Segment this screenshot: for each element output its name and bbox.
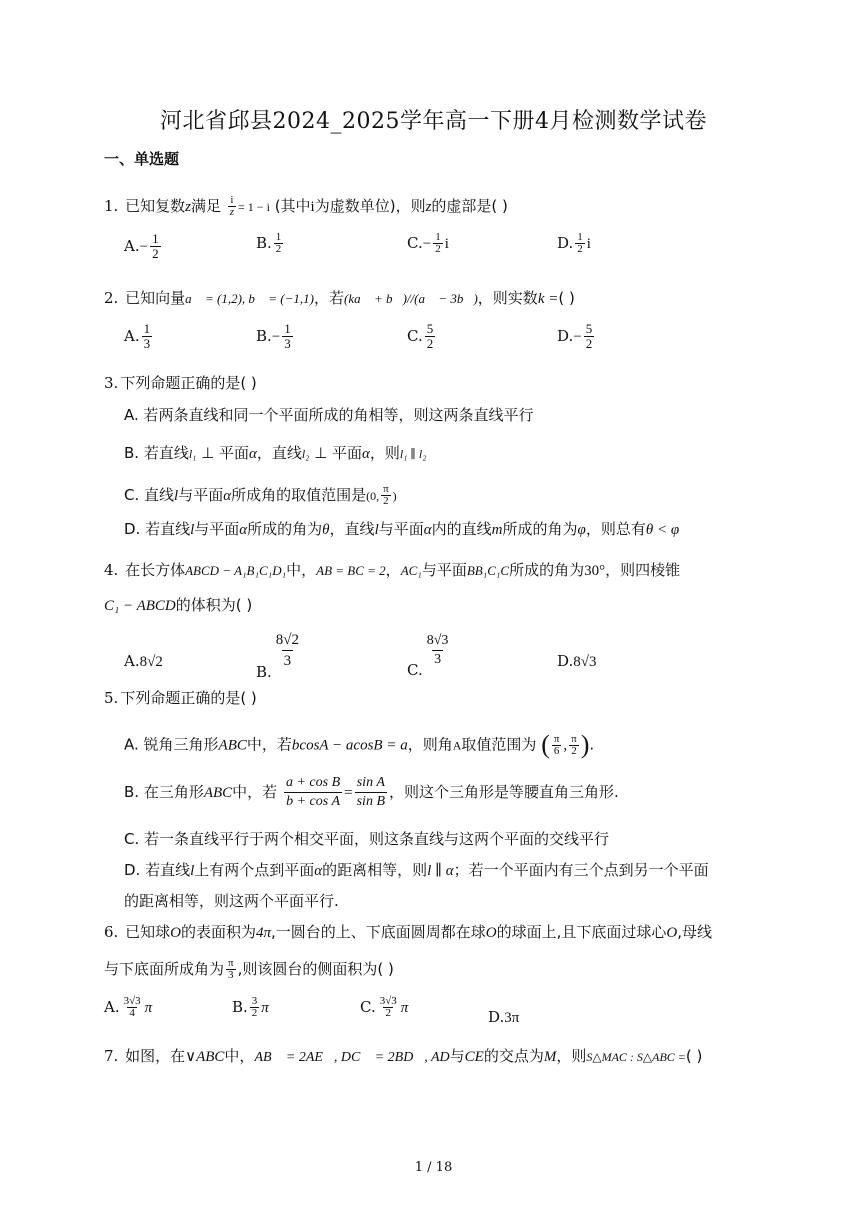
- q4-option-d[interactable]: D.8√3: [557, 652, 597, 670]
- question-1: 1. 已知复数z满足 $\frac{i}{z}$ = 1 − i (其中i为虚数单位)，则z的虚部是( ): [104, 194, 508, 218]
- q5-option-d[interactable]: D. 若直线l上有两个点到平面α的距离相等，则l ∥ α；若一个平面内有三个点到另一个平面: [124, 861, 709, 879]
- q2-option-a[interactable]: A. $\frac{1}{3}$: [124, 321, 151, 351]
- q1-option-d[interactable]: D. $\frac{1}{2}$ i: [557, 231, 591, 255]
- q6-option-d[interactable]: D.3π: [488, 1008, 520, 1026]
- page-number: 1 / 18: [414, 1160, 453, 1175]
- q5-option-d-line-2: 的距离相等，则这两个平面平行.: [124, 892, 339, 910]
- q3-option-d[interactable]: D. 若直线l与平面α所成的角为θ，直线l与平面α内的直线m所成的角为φ，则总有θ < φ: [124, 520, 680, 538]
- question-5: 5. 下列命题正确的是( ): [104, 689, 257, 707]
- q4-option-b[interactable]: B. $\frac{8√2}{3}$: [256, 632, 300, 681]
- question-7: 7. 如图，在∨ABC中，AB⃗ = 2AE⃗, DC⃗ = 2BD⃗, AD与CE的交点为M，则S△MAC : S△ABC =( ): [104, 1047, 703, 1065]
- q6-option-c[interactable]: C. $\frac{3√3}{2}$ π: [360, 995, 409, 1019]
- q2-option-b[interactable]: B.− $\frac{1}{3}$: [256, 321, 291, 351]
- q2-option-c[interactable]: C. $\frac{5}{2}$: [407, 321, 434, 351]
- page-title: 河北省邱县2024_2025学年高一下册4月检测数学试卷: [160, 109, 707, 134]
- question-4: 4. 在长方体ABCD − A₁B₁C₁D₁中，AB = BC = 2，AC₁与平面BB₁C₁C所成的角为30°，则四棱锥: [104, 561, 681, 579]
- q2-option-d[interactable]: D.− $\frac{5}{2}$: [557, 321, 593, 351]
- q1-option-a[interactable]: A.− $\frac{1}{2}$: [124, 231, 159, 261]
- q6-option-b[interactable]: B. $\frac{3}{2}$ π: [232, 995, 269, 1019]
- q4-option-a[interactable]: A.8√2: [124, 652, 163, 670]
- question-6: 6. 已知球O的表面积为4π,一圆台的上、下底面圆周都在球O的球面上,且下底面过球心O,母线: [104, 923, 713, 941]
- q5-option-c[interactable]: C. 若一条直线平行于两个相交平面，则这条直线与这两个平面的交线平行: [124, 830, 610, 848]
- question-3: 3. 下列命题正确的是( ): [104, 374, 257, 392]
- q3-option-b[interactable]: B. 若直线l₁ ⊥ 平面α，直线l₂ ⊥ 平面α，则l₁ ∥ l₂: [124, 444, 427, 462]
- q5-option-b[interactable]: B. 在三角形ABC中，若 $\frac{\text{a + cos B}}{\text{b + cos A}}$ = $\frac{\text{sin A}}{\text{sin B}}$ ，则这个三角形是等腰直角三角形.: [124, 775, 619, 809]
- q4-option-c[interactable]: C. $\frac{8√3}{3}$: [407, 633, 449, 679]
- q6-option-a[interactable]: A. $\frac{3√3}{4}$ π: [104, 995, 153, 1019]
- q1-option-b[interactable]: B. $\frac{1}{2}$: [256, 231, 282, 255]
- q5-option-a[interactable]: A. 锐角三角形ABC中，若bcosA − acosB = a，则角A取值范围为 ( $\frac{\pi}{6}$ , $\frac{\pi}{2}$ ).: [124, 730, 595, 759]
- question-6-line-2: 与下底面所成角为 $\frac{\pi}{3}$ ,则该圆台的侧面积为( ): [104, 957, 394, 981]
- section-heading: 一、单选题: [104, 150, 180, 168]
- q1-option-c[interactable]: C.− $\frac{1}{2}$ i: [407, 231, 449, 255]
- question-4-line-2: C₁ − ABCD的体积为( ): [104, 596, 253, 614]
- q3-option-c[interactable]: C. 直线l与平面α所成角的取值范围是(0, $\frac{\pi}{2}$ ): [124, 483, 397, 507]
- q3-option-a[interactable]: A. 若两条直线和同一个平面所成的角相等，则这两条直线平行: [124, 406, 534, 424]
- question-2: 2. 已知向量a⃗ = (1,2), b⃗ = (−1,1)，若(ka⃗ + b⃗)//(a⃗ − 3b⃗)，则实数k =( ): [104, 289, 575, 307]
